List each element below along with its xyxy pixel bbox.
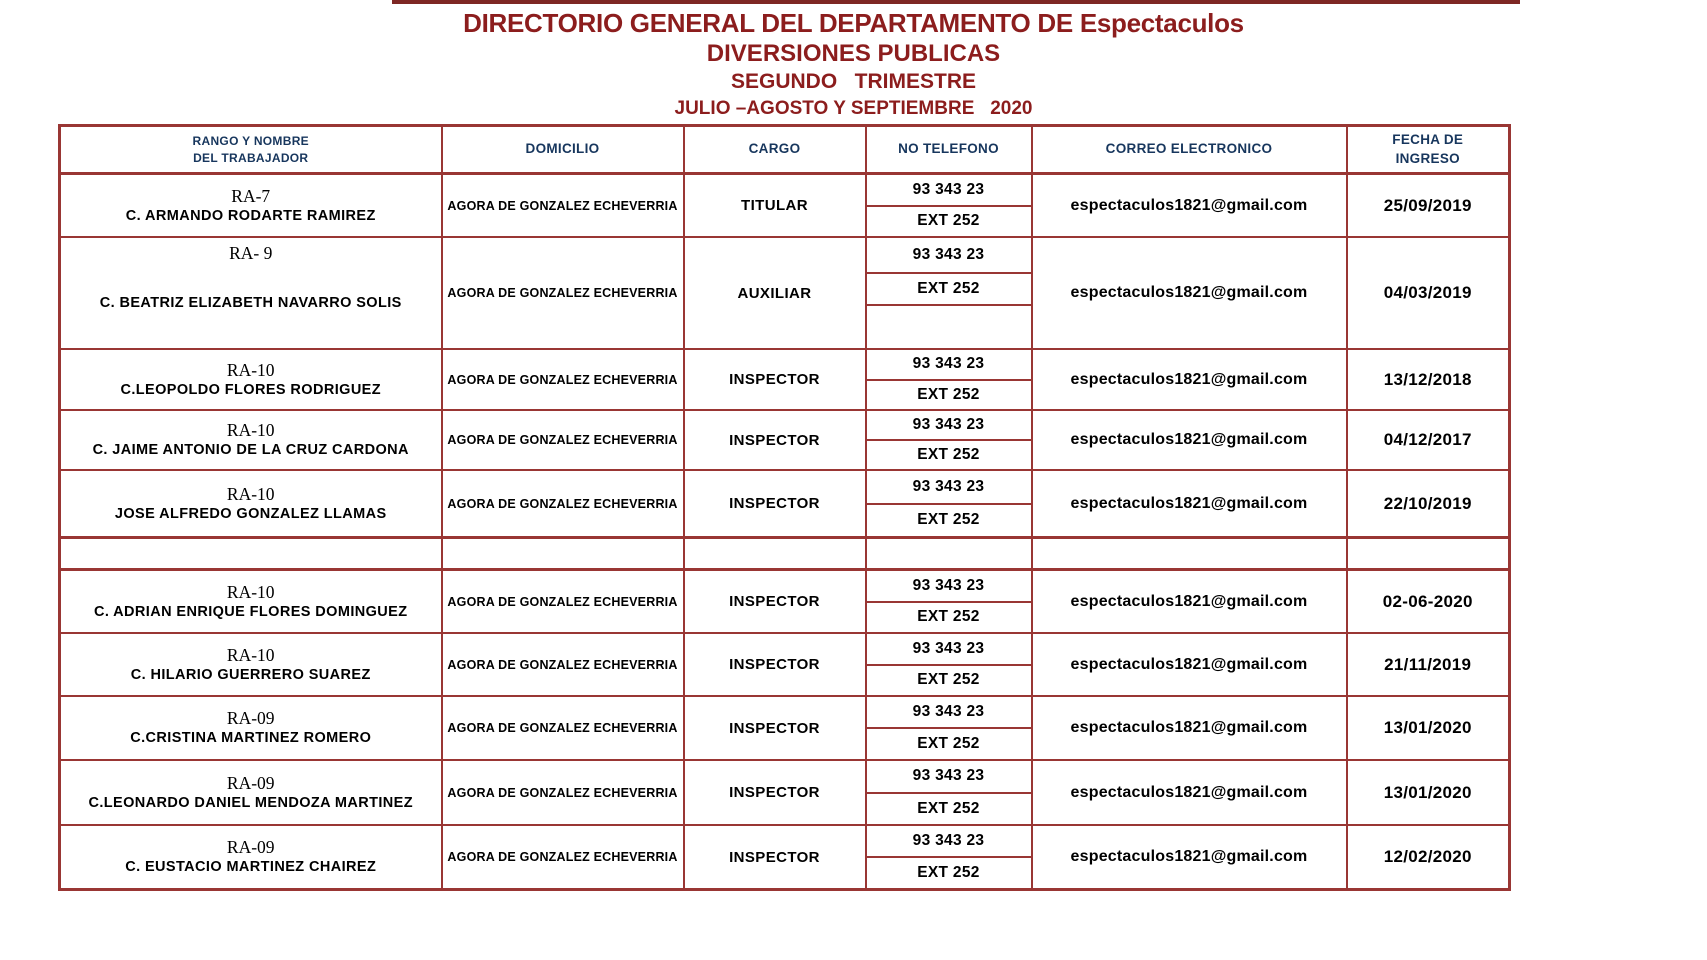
column-header-line: RANGO Y NOMBRE	[192, 134, 309, 149]
telefono-cell	[866, 410, 1032, 470]
spacer-row	[60, 538, 1510, 570]
employee-row	[60, 174, 1510, 238]
telefono-stack	[867, 761, 1031, 824]
employee-rank: RA-10	[226, 359, 275, 380]
fecha-ingreso-cell: 21/11/2019	[1347, 633, 1510, 696]
column-header-line: CORREO ELECTRONICO	[1105, 141, 1273, 157]
rank-name-stack	[61, 239, 441, 347]
cargo-cell: INSPECTOR	[684, 825, 866, 890]
column-header-fecha-ingreso	[1347, 126, 1510, 174]
rank-name-stack	[61, 176, 441, 235]
correo-cell: espectaculos1821@gmail.com	[1032, 470, 1347, 538]
telefono-cell	[866, 825, 1032, 890]
title-line-4: JULIO –AGOSTO Y SEPTIEMBRE 2020	[674, 97, 1033, 119]
employee-rank: RA-10	[226, 420, 275, 441]
employee-row	[60, 760, 1510, 825]
table-body	[60, 174, 1510, 890]
telefono-number: 93 343 23	[912, 416, 985, 433]
employee-row	[60, 237, 1510, 349]
fecha-ingreso-cell: 13/12/2018	[1347, 349, 1510, 410]
rank-name-stack	[61, 698, 441, 758]
header-row	[60, 126, 1510, 174]
cargo-cell: TITULAR	[684, 174, 866, 238]
employee-name: C.LEONARDO DANIEL MENDOZA MARTINEZ	[88, 794, 414, 811]
telefono-number: 93 343 23	[912, 639, 985, 657]
correo-cell: espectaculos1821@gmail.com	[1032, 825, 1347, 890]
domicilio-cell: AGORA DE GONZALEZ ECHEVERRIA	[442, 349, 684, 410]
telefono-cell	[866, 633, 1032, 696]
fecha-ingreso-cell: 02-06-2020	[1347, 570, 1510, 634]
correo-cell: espectaculos1821@gmail.com	[1032, 570, 1347, 634]
cargo-cell: INSPECTOR	[684, 349, 866, 410]
employee-rank: RA-7	[231, 185, 271, 206]
rank-name-cell	[60, 174, 442, 238]
document-header	[0, 0, 1707, 119]
employee-row	[60, 633, 1510, 696]
telefono-cell	[866, 760, 1032, 825]
telefono-extension: EXT 252	[867, 792, 1031, 825]
domicilio-cell: AGORA DE GONZALEZ ECHEVERRIA	[442, 174, 684, 238]
employee-row	[60, 570, 1510, 634]
fecha-ingreso-cell: 12/02/2020	[1347, 825, 1510, 890]
cargo-cell: INSPECTOR	[684, 410, 866, 470]
telefono-extension: EXT 252	[867, 601, 1031, 633]
correo-cell: espectaculos1821@gmail.com	[1032, 410, 1347, 470]
correo-cell: espectaculos1821@gmail.com	[1032, 696, 1347, 760]
telefono-stack	[867, 238, 1031, 348]
employee-name: C. ADRIAN ENRIQUE FLORES DOMINGUEZ	[93, 603, 408, 620]
cargo-cell: AUXILIAR	[684, 237, 866, 349]
domicilio-cell: AGORA DE GONZALEZ ECHEVERRIA	[442, 237, 684, 349]
telefono-stack	[867, 350, 1031, 409]
telefono-extension: EXT 252	[867, 856, 1031, 888]
fecha-ingreso-cell: 13/01/2020	[1347, 760, 1510, 825]
rank-name-cell	[60, 570, 442, 634]
telefono-extension: EXT 252	[867, 272, 1031, 304]
employee-rank: RA- 9	[229, 243, 273, 263]
rank-name-cell	[60, 470, 442, 538]
directory-table	[58, 124, 1511, 891]
table-header-row	[60, 126, 1510, 174]
correo-cell: espectaculos1821@gmail.com	[1032, 633, 1347, 696]
domicilio-cell: AGORA DE GONZALEZ ECHEVERRIA	[442, 696, 684, 760]
employee-name: C.LEOPOLDO FLORES RODRIGUEZ	[120, 381, 382, 398]
employee-row	[60, 696, 1510, 760]
rank-name-stack	[61, 351, 441, 408]
telefono-extension: EXT 252	[867, 379, 1031, 410]
telefono-extension: EXT 252	[867, 727, 1031, 759]
employee-rank: RA-09	[226, 708, 275, 729]
telefono-number: 93 343 23	[912, 180, 985, 198]
cargo-cell: INSPECTOR	[684, 696, 866, 760]
title-line-3: SEGUNDO TRIMESTRE	[730, 70, 977, 94]
correo-cell: espectaculos1821@gmail.com	[1032, 349, 1347, 410]
employee-name: C. BEATRIZ ELIZABETH NAVARRO SOLIS	[99, 295, 402, 311]
employee-rank: RA-10	[226, 644, 275, 665]
telefono-cell	[866, 237, 1032, 349]
cargo-cell: INSPECTOR	[684, 570, 866, 634]
domicilio-cell: AGORA DE GONZALEZ ECHEVERRIA	[442, 825, 684, 890]
telefono-empty-segment	[867, 304, 1031, 348]
cargo-cell: INSPECTOR	[684, 760, 866, 825]
telefono-number: 93 343 23	[912, 832, 985, 849]
cargo-cell: INSPECTOR	[684, 633, 866, 696]
employee-name: C.CRISTINA MARTINEZ ROMERO	[130, 730, 372, 747]
column-header-line: DOMICILIO	[525, 141, 600, 157]
empty-cell	[442, 538, 684, 570]
employee-name: JOSE ALFREDO GONZALEZ LLAMAS	[114, 505, 387, 522]
telefono-number: 93 343 23	[912, 576, 985, 594]
telefono-extension: EXT 252	[867, 439, 1031, 469]
rank-name-cell	[60, 633, 442, 696]
column-header-line: NO TELEFONO	[898, 141, 999, 157]
employee-row	[60, 825, 1510, 890]
empty-cell	[60, 538, 442, 570]
column-header-cargo	[684, 126, 866, 174]
column-header-rango-nombre	[60, 126, 442, 174]
title-line-1: DIRECTORIO GENERAL DEL DEPARTAMENTO DE Espectaculos	[463, 8, 1244, 38]
fecha-ingreso-cell: 25/09/2019	[1347, 174, 1510, 238]
correo-cell: espectaculos1821@gmail.com	[1032, 237, 1347, 349]
rank-name-cell	[60, 349, 442, 410]
domicilio-cell: AGORA DE GONZALEZ ECHEVERRIA	[442, 633, 684, 696]
telefono-stack	[867, 571, 1031, 632]
column-header-line: DEL TRABAJADOR	[193, 150, 309, 165]
column-header-correo	[1032, 126, 1347, 174]
telefono-cell	[866, 570, 1032, 634]
telefono-cell	[866, 470, 1032, 538]
telefono-cell	[866, 696, 1032, 760]
rank-name-stack	[61, 472, 441, 535]
employee-name: C. ARMANDO RODARTE RAMIREZ	[125, 207, 376, 224]
telefono-cell	[866, 349, 1032, 410]
rank-name-stack	[61, 762, 441, 823]
telefono-cell	[866, 174, 1032, 238]
fecha-ingreso-cell: 13/01/2020	[1347, 696, 1510, 760]
rank-name-cell	[60, 696, 442, 760]
domicilio-cell: AGORA DE GONZALEZ ECHEVERRIA	[442, 470, 684, 538]
telefono-stack	[867, 411, 1031, 469]
employee-name: C. EUSTACIO MARTINEZ CHAIREZ	[125, 859, 377, 876]
rank-name-cell	[60, 237, 442, 349]
column-header-line: CARGO	[748, 141, 801, 157]
rank-name-cell	[60, 760, 442, 825]
telefono-stack	[867, 697, 1031, 759]
empty-cell	[866, 538, 1032, 570]
telefono-number: 93 343 23	[912, 355, 985, 373]
rank-name-cell	[60, 825, 442, 890]
fecha-ingreso-cell: 04/12/2017	[1347, 410, 1510, 470]
employee-name: C. HILARIO GUERRERO SUAREZ	[130, 666, 371, 683]
employee-rank: RA-10	[226, 581, 275, 602]
telefono-extension: EXT 252	[867, 664, 1031, 696]
rank-name-stack	[61, 827, 441, 887]
employee-name: C. JAIME ANTONIO DE LA CRUZ CARDONA	[92, 442, 409, 459]
column-header-line: INGRESO	[1395, 150, 1460, 166]
empty-cell	[1347, 538, 1510, 570]
employee-row	[60, 470, 1510, 538]
domicilio-cell: AGORA DE GONZALEZ ECHEVERRIA	[442, 410, 684, 470]
employee-rank: RA-10	[226, 483, 275, 504]
column-header-telefono	[866, 126, 1032, 174]
telefono-stack	[867, 826, 1031, 888]
cargo-cell: INSPECTOR	[684, 470, 866, 538]
empty-cell	[1032, 538, 1347, 570]
telefono-number: 93 343 23	[912, 703, 985, 720]
employee-row	[60, 410, 1510, 470]
title-line-2: DIVERSIONES PUBLICAS	[706, 39, 1001, 67]
telefono-number: 93 343 23	[912, 477, 985, 495]
correo-cell: espectaculos1821@gmail.com	[1032, 760, 1347, 825]
employee-rank: RA-09	[226, 837, 275, 858]
rank-name-cell	[60, 410, 442, 470]
domicilio-cell: AGORA DE GONZALEZ ECHEVERRIA	[442, 570, 684, 634]
telefono-number: 93 343 23	[912, 246, 985, 263]
fecha-ingreso-cell: 04/03/2019	[1347, 237, 1510, 349]
empty-cell	[684, 538, 866, 570]
telefono-stack	[867, 471, 1031, 536]
rank-name-stack	[61, 412, 441, 468]
telefono-stack	[867, 175, 1031, 236]
column-header-line: FECHA DE	[1392, 132, 1464, 148]
domicilio-cell: AGORA DE GONZALEZ ECHEVERRIA	[442, 760, 684, 825]
telefono-extension: EXT 252	[867, 503, 1031, 537]
correo-cell: espectaculos1821@gmail.com	[1032, 174, 1347, 238]
telefono-extension: EXT 252	[867, 205, 1031, 237]
rank-name-stack	[61, 572, 441, 631]
employee-rank: RA-09	[226, 772, 275, 793]
employee-row	[60, 349, 1510, 410]
telefono-number: 93 343 23	[912, 767, 985, 785]
fecha-ingreso-cell: 22/10/2019	[1347, 470, 1510, 538]
telefono-stack	[867, 634, 1031, 695]
rank-name-stack	[61, 635, 441, 694]
column-header-domicilio	[442, 126, 684, 174]
